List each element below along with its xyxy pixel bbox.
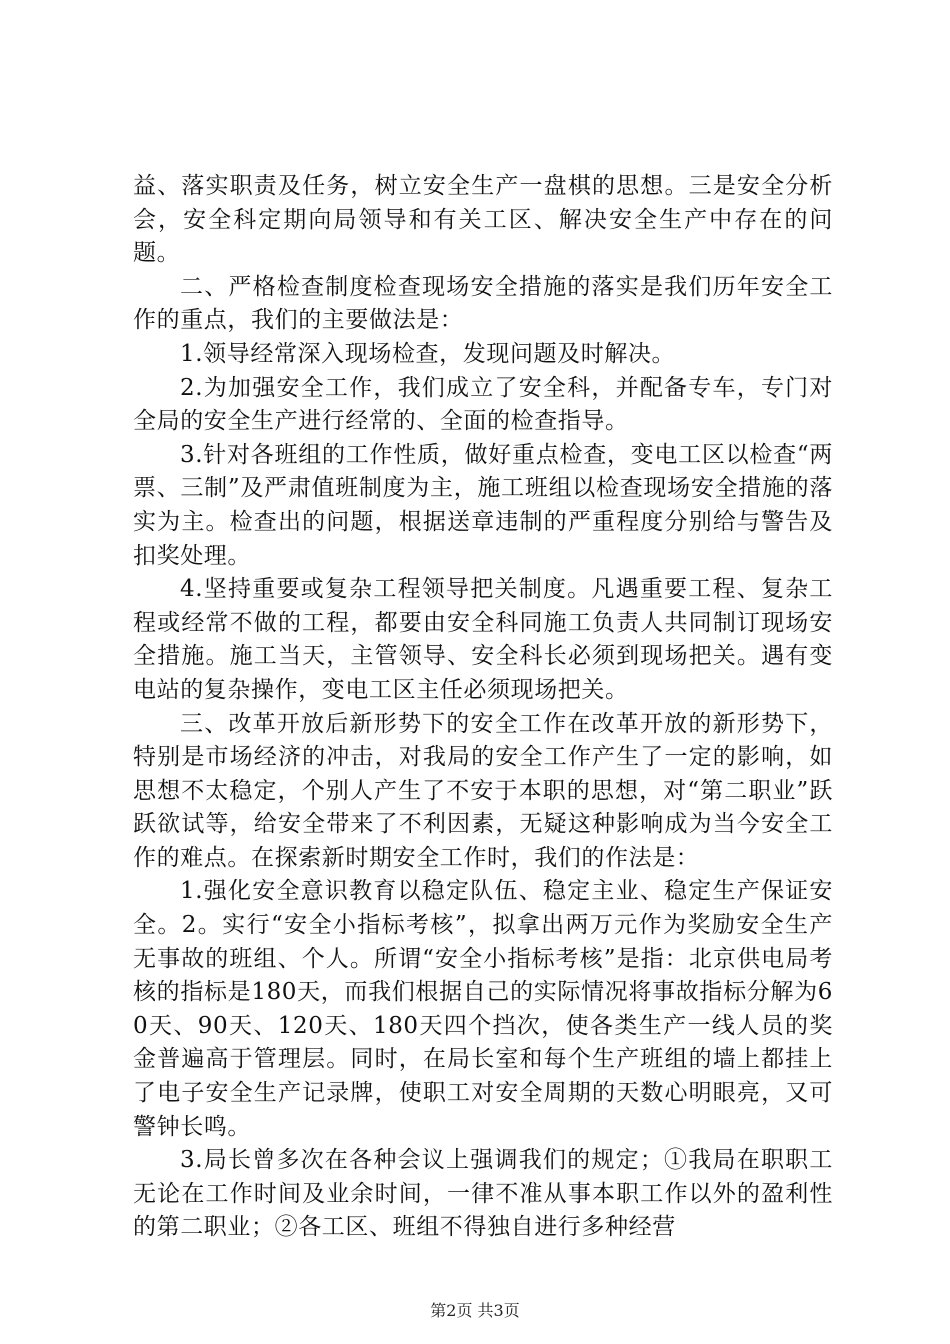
paragraph-section-three-item-3: 3.局长曾多次在各种会议上强调我们的规定；①我局在职职工无论在工作时间及业余时间，一律不准从事本职工作以外的盈利性的第二职业；②各工区、班组不得独自进行多种经营	[133, 1147, 833, 1241]
paragraph-item-1: 1.领导经常深入现场检查，发现问题及时解决。	[180, 340, 676, 367]
paragraph-section-three-item-1: 1.强化安全意识教育以稳定队伍、稳定主业、稳定生产保证安全。2。实行“安全小指标考核”，拟拿出两万元作为奖励安全生产无事故的班组、个人。所谓“安全小指标考核”是指：北京供电局考核的指标是180天，而我们根据自己的实际情况将事故指标分解为60天、90天、120天、180天四个挡次，使各类生产一线人员的奖金普遍高于管理层。同时，在局长室和每个生产班组的墙上都挂上了电子安全生产记录牌，使职工对安全周期的天数心明眼亮，又可警钟长鸣。	[133, 878, 833, 1140]
paragraph-section-two-heading: 二、严格检查制度检查现场安全措施的落实是我们历年安全工作的重点，我们的主要做法是：	[133, 273, 833, 334]
page-number-footer: 第2页 共3页	[430, 1301, 520, 1320]
paragraph-item-3: 3.针对各班组的工作性质，做好重点检查，变电工区以检查“两票、三制”及严肃值班制度为主，施工班组以检查现场安全措施的落实为主。检查出的问题，根据送章违制的严重程度分别给与警告及扣奖处理。	[133, 441, 833, 569]
paragraph-section-three-heading: 三、改革开放后新形势下的安全工作在改革开放的新形势下，特别是市场经济的冲击，对我局的安全工作产生了一定的影响，如思想不太稳定，个别人产生了不安于本职的思想，对“第二职业”跃跃欲试等，给安全带来了不利因素，无疑这种影响成为当今安全工作的难点。在探索新时期安全工作时，我们的作法是：	[133, 710, 833, 871]
document-body	[133, 170, 833, 1245]
paragraph-item-4: 4.坚持重要或复杂工程领导把关制度。凡遇重要工程、复杂工程或经常不做的工程，都要由安全科同施工负责人共同制订现场安全措施。施工当天，主管领导、安全科长必须到现场把关。遇有变电站的复杂操作，变电工区主任必须现场把关。	[133, 576, 833, 703]
paragraph-continuation: 益、落实职责及任务，树立安全生产一盘棋的思想。三是安全分析会，安全科定期向局领导和有关工区、解决安全生产中存在的问题。	[133, 173, 833, 267]
paragraph-item-2: 2.为加强安全工作，我们成立了安全科，并配备专车，专门对全局的安全生产进行经常的、全面的检查指导。	[133, 374, 833, 435]
